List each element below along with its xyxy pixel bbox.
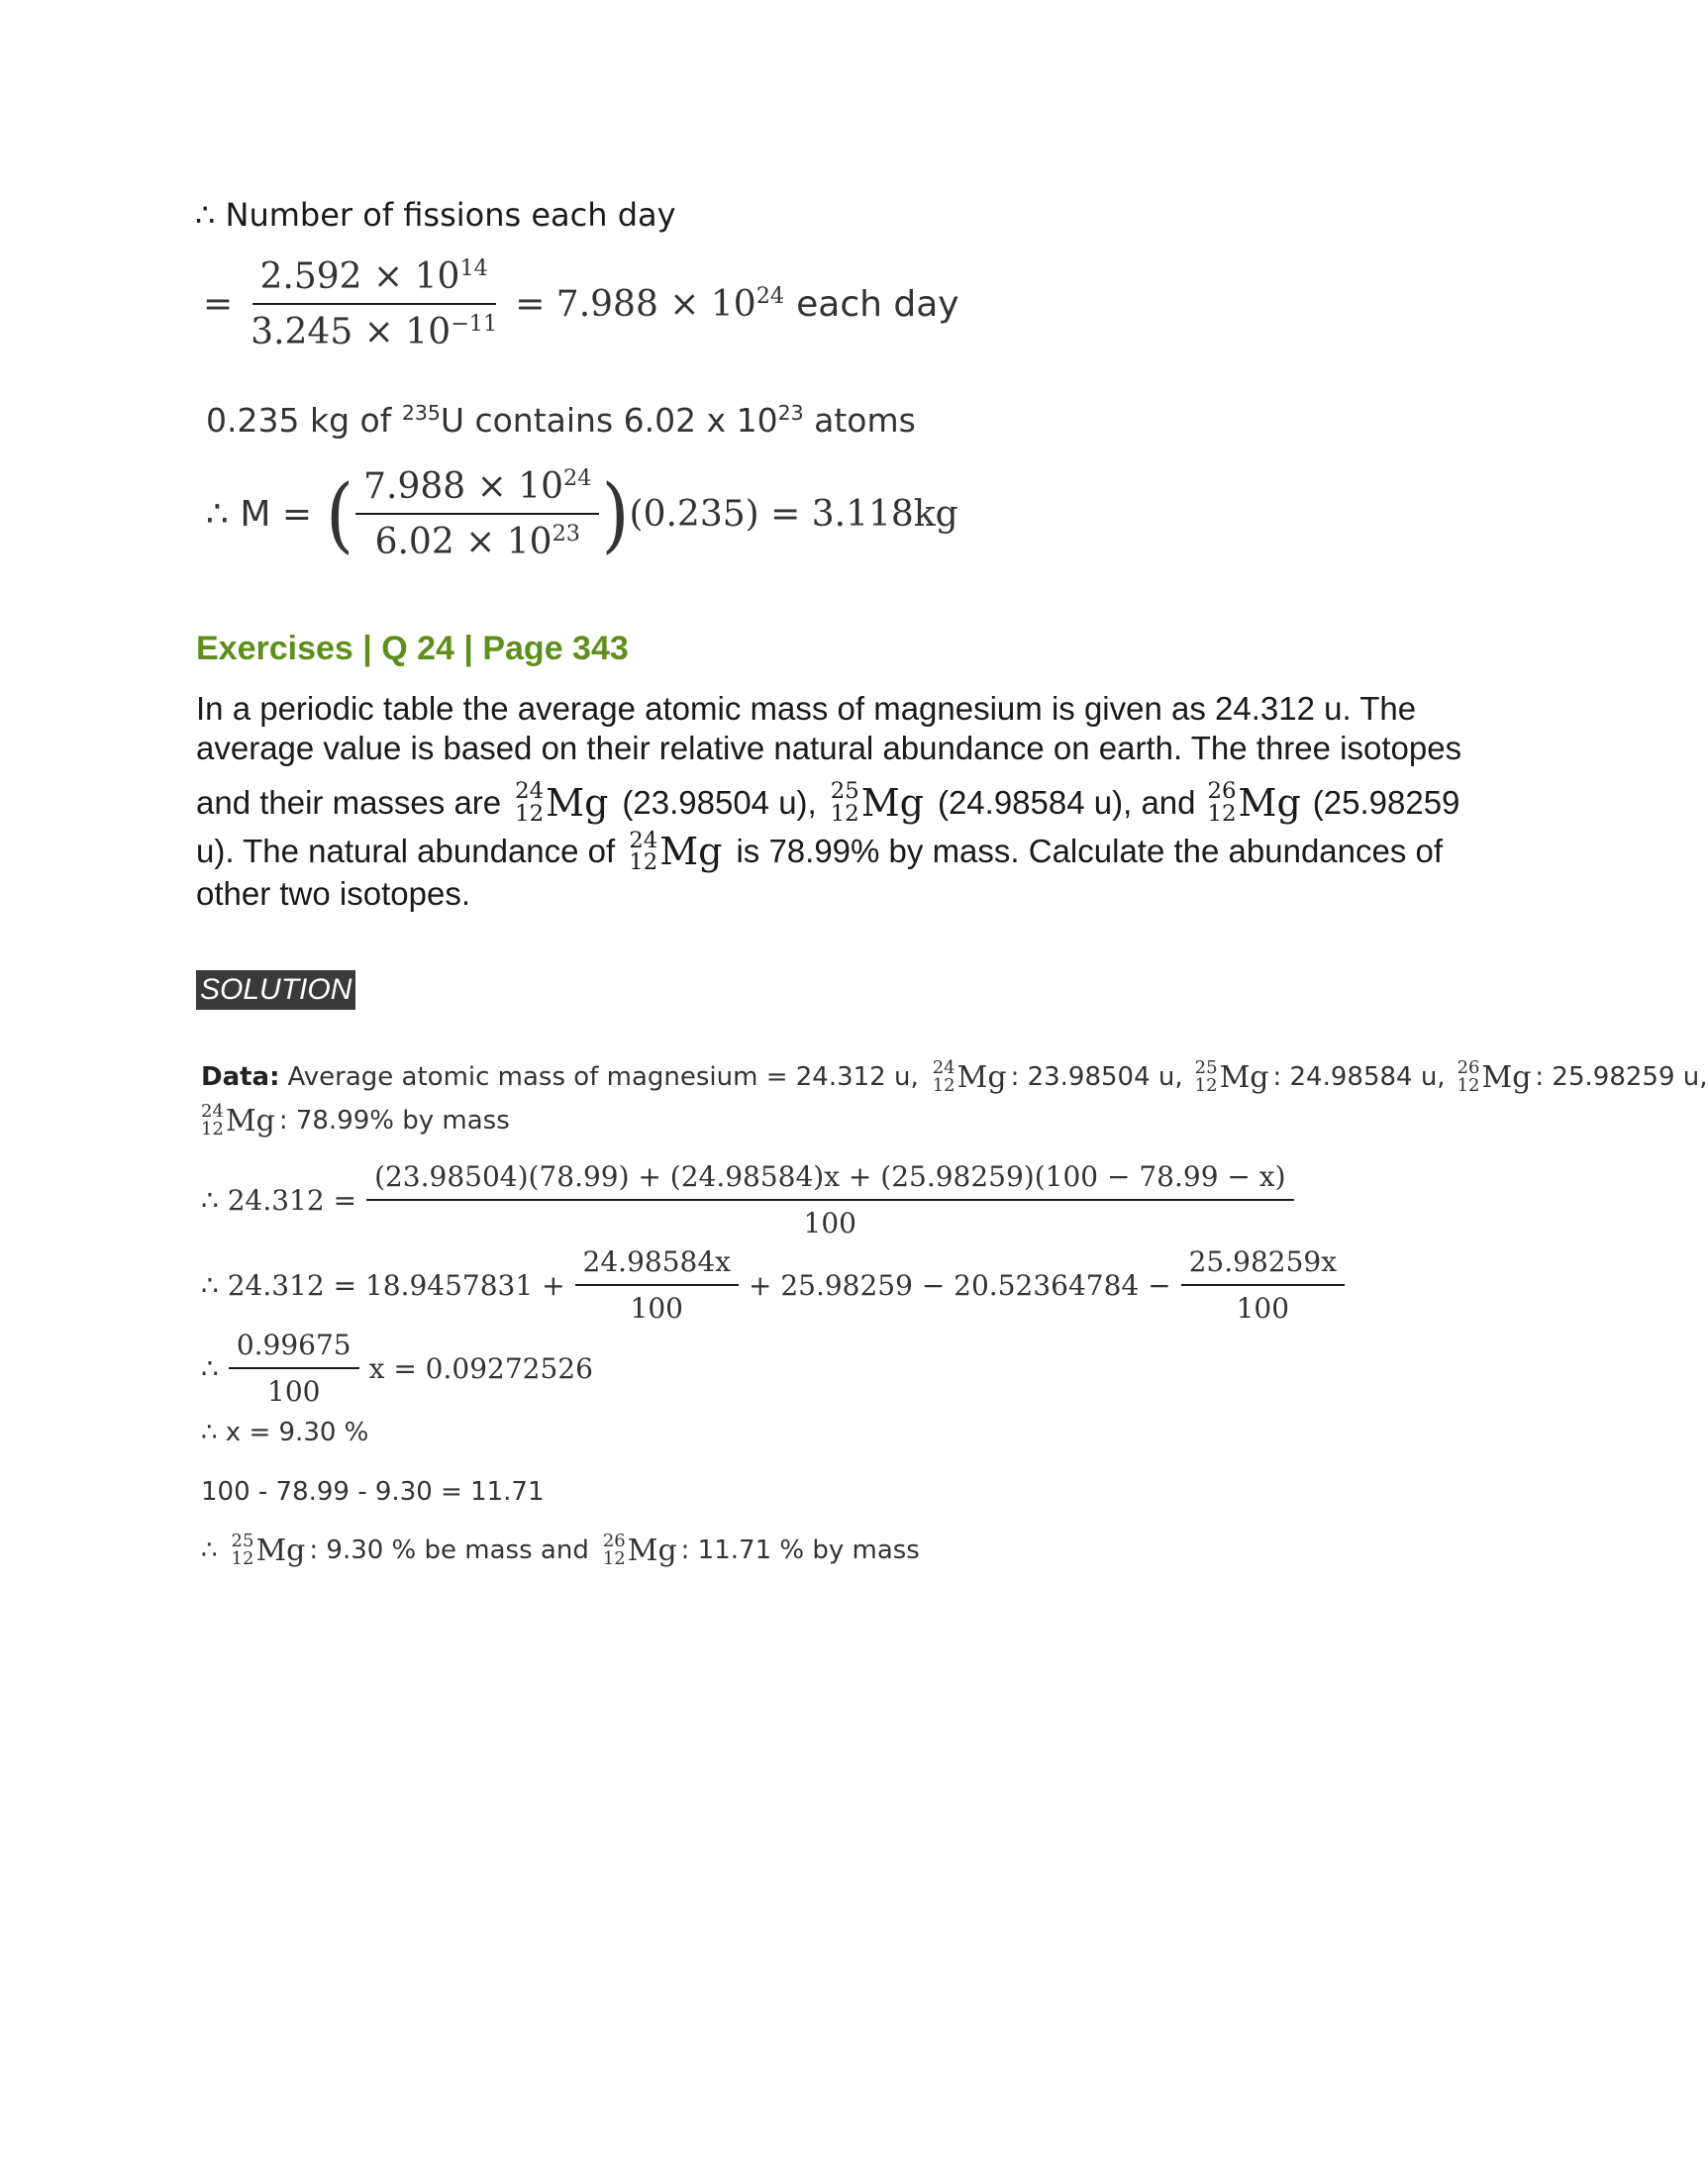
- fissions-result: = $7.988 \times 10^{24}$: [515, 283, 785, 325]
- right-paren: ): [601, 465, 630, 562]
- equation-3-fraction: $\frac{0.99675}{100}$: [229, 1329, 359, 1408]
- isotope-mg24: 24 12 Mg: [629, 827, 723, 876]
- isotope-mg26: 26 12 Mg: [1457, 1057, 1532, 1096]
- final-answer: ∴ 25 12 Mg : 9.30 % be mass and 26 12 Mg : 11.71 % by mass: [201, 1531, 920, 1569]
- each-day-label: each day: [796, 283, 959, 325]
- mass-fraction: $\frac{7.988 \times 10^{24}}{6.02 \times 10^{23}}$: [355, 465, 599, 562]
- data-line-2: 24 12 Mg : 78.99% by mass: [201, 1101, 510, 1139]
- fissions-equation: [203, 255, 959, 352]
- left-paren: (: [326, 465, 354, 562]
- numerator-exponent: 14: [459, 255, 488, 281]
- isotope-mg26: 26 12 Mg: [1207, 778, 1301, 827]
- equation-4: ∴ x = 9.30 %: [201, 1418, 369, 1447]
- isotope-mg24: 24 12 Mg: [515, 778, 609, 827]
- isotope-mg24: 24 12 Mg: [932, 1057, 1007, 1096]
- mass-rhs: (0.235) = 3.118kg: [629, 493, 958, 535]
- equation-1: ∴ 24.312 = (23.98504)(78.99) + (24.98584)x + (25.98259)(100 − 78.99 − x) 100: [201, 1160, 1304, 1239]
- isotope-mg25: 25 12 Mg: [1194, 1057, 1269, 1096]
- question-line-4: u). The natural abundance of 24 12 Mg is 78.99% by mass. Calculate the abundances of: [196, 827, 1444, 876]
- isotope-mg25: 25 12 Mg: [830, 778, 924, 827]
- isotope-mg25: 25 12 Mg: [231, 1531, 306, 1569]
- isotope-mg26: 26 12 Mg: [602, 1531, 677, 1569]
- equation-5: 100 - 78.99 - 9.30 = 11.71: [201, 1477, 545, 1507]
- equation-2: ∴ 24.312 = 18.9457831 + $\frac{24.98584x}{100}$ + 25.98259 − 20.52364784 − $\frac{25.98259x}{100}$: [201, 1245, 1355, 1325]
- equals-sign: =: [203, 283, 234, 325]
- mass-equation: [206, 465, 958, 562]
- fissions-fraction: [243, 255, 505, 352]
- data-label: Data:: [201, 1062, 280, 1092]
- question-line-2: average value is based on their relative natural abundance on earth. The three isotopes: [196, 730, 1462, 766]
- question-line-3: and their masses are 24 12 Mg (23.98504 u), 25 12 Mg (24.98584 u), and 26 12 Mg (25.98259: [196, 778, 1460, 827]
- denominator: 3.245 × 10: [251, 312, 452, 352]
- equation-1-fraction: (23.98504)(78.99) + (24.98584)x + (25.98259)(100 − 78.99 − x) 100: [366, 1160, 1293, 1239]
- solution-badge-wrap: [196, 970, 355, 1010]
- numerator: 2.592 × 10: [259, 256, 460, 297]
- mass-lhs: ∴ M =: [206, 493, 313, 535]
- atoms-statement: 0.235 kg of $^{235}$U contains 6.02 x $10^{23}$ atoms: [206, 401, 916, 440]
- data-line-1: Data: Average atomic mass of magnesium = 24.312 u, 24 12 Mg : 23.98504 u, 25 12 Mg : 24.98584 u, 26 12 Mg : 25.98259 u,: [201, 1057, 1708, 1096]
- question-text: [196, 689, 1513, 914]
- denominator-exponent: −11: [451, 311, 498, 337]
- fissions-intro: ∴ Number of fissions each day: [195, 196, 676, 234]
- question-line-5: other two isotopes.: [196, 875, 470, 913]
- isotope-mg24: 24 12 Mg: [201, 1101, 275, 1139]
- question-line-1: In a periodic table the average atomic mass of magnesium is given as 24.312 u. The: [196, 690, 1417, 727]
- solution-badge: SOLUTION: [196, 970, 355, 1010]
- equation-3: ∴ $\frac{0.99675}{100}$ x = 0.09272526: [201, 1329, 593, 1408]
- equation-2-fraction-2: $\frac{25.98259x}{100}$: [1181, 1245, 1345, 1325]
- equation-2-fraction-1: $\frac{24.98584x}{100}$: [575, 1245, 739, 1325]
- exercise-heading: Exercises | Q 24 | Page 343: [196, 630, 629, 667]
